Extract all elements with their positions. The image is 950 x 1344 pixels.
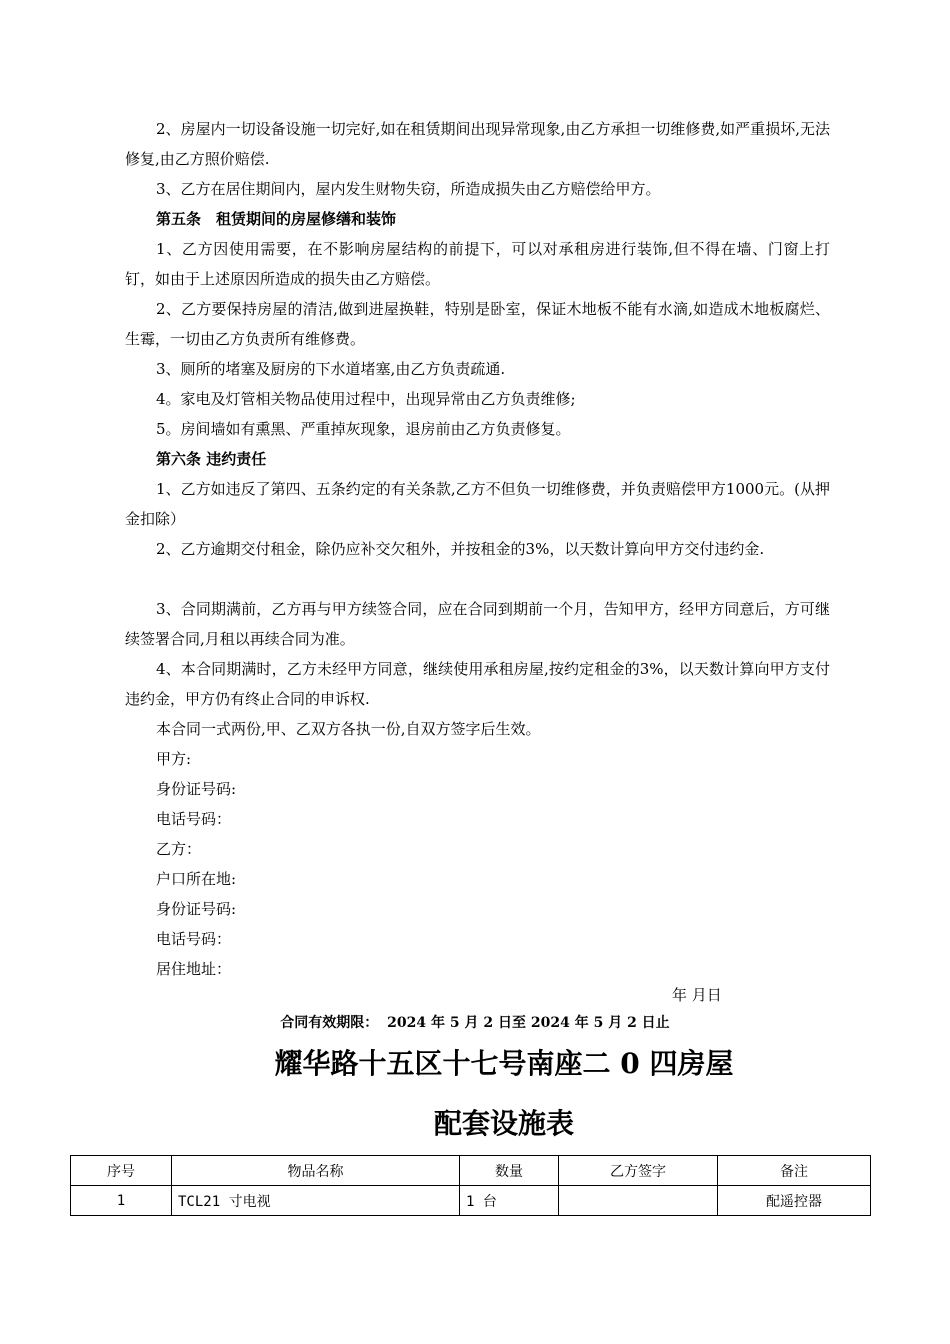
section-5-item: 1、乙方因使用需要，在不影响房屋结构的前提下，可以对承租房进行装饰,但不得在墙、门窗上打钉，如由于上述原因所造成的损失由乙方赔偿。 [125,240,830,288]
header-remarks: 备注 [718,1156,871,1186]
party-b-hukou-label: 户口所在地: [156,870,237,888]
section-6-heading: 第六条 违约责任 [156,450,267,468]
validity-dates: 2024 年 5 月 2 日至 2024 年 5 月 2 日止 [387,1015,670,1031]
facility-table [70,1155,871,1216]
party-a-id-label: 身份证号码: [156,780,237,798]
section-5-item: 4。家电及灯管相关物品使用过程中，出现异常由乙方负责维修; [156,390,576,408]
section-5-item: 3、厕所的堵塞及厨房的下水道堵塞,由乙方负责疏通. [156,360,506,378]
cell-quantity: 1 台 [460,1186,559,1216]
section-6-item: 1、乙方如违反了第四、五条约定的有关条款,乙方不但负一切维修费，并负责赔偿甲方1000元。(从押金扣除） [125,480,830,528]
party-b-address-label: 居住地址： [156,960,232,978]
section-5-item: 2、乙方要保持房屋的清洁,做到进屋换鞋，特别是卧室，保证木地板不能有水滴,如造成木地板腐烂、生霉，一切由乙方负责所有维修费。 [125,300,830,348]
header-party-b-signature: 乙方签字 [559,1156,718,1186]
cell-remarks: 配遥控器 [718,1186,871,1216]
clause-paragraph: 2、房屋内一切设备设施一切完好,如在租赁期间出现异常现象,由乙方承担一切维修费,如严重损坏,无法修复,由乙方照价赔偿. [125,120,830,168]
party-b-label: 乙方： [156,840,202,858]
clause-paragraph: 3、乙方在居住期间内，屋内发生财物失窃，所造成损失由乙方赔偿给甲方。 [156,180,661,198]
closing-statement: 本合同一式两份,甲、乙双方各执一份,自双方签字后生效。 [156,720,541,738]
party-a-phone-label: 电话号码： [156,810,232,828]
party-b-phone-label: 电话号码： [156,930,232,948]
facility-table-title: 配套设施表 [433,1107,574,1140]
cell-signature [559,1186,718,1216]
header-quantity: 数量 [460,1156,559,1186]
section-5-heading: 第五条 租赁期间的房屋修缮和装饰 [156,210,397,228]
table-row [71,1186,871,1216]
section-6-item: 3、合同期满前，乙方再与甲方续签合同，应在合同到期前一个月，告知甲方，经甲方同意后，方可继续签署合同,月租以再续合同为准。 [125,600,830,648]
party-b-id-label: 身份证号码: [156,900,237,918]
signing-date-line: 年 月日 [672,986,722,1004]
header-number: 序号 [71,1156,172,1186]
section-6-item: 4、本合同期满时，乙方未经甲方同意，继续使用承租房屋,按约定租金的3%，以天数计算向甲方支付违约金，甲方仍有终止合同的申诉权. [125,660,830,708]
validity-label: 合同有效期限： [280,1015,379,1031]
property-title: 耀华路十五区十七号南座二 0 四房屋 [274,1047,734,1080]
table-header-row [71,1156,871,1186]
cell-number: 1 [71,1186,172,1216]
section-6-item: 2、乙方逾期交付租金，除仍应补交欠租外，并按租金的3%，以天数计算向甲方交付违约金. [156,540,765,558]
validity-period [0,1010,950,1036]
section-5-item: 5。房间墙如有熏黑、严重掉灰现象，退房前由乙方负责修复。 [156,420,571,438]
header-item-name: 物品名称 [172,1156,460,1186]
party-a-label: 甲方: [156,750,192,768]
cell-item-name: TCL21 寸电视 [172,1186,460,1216]
